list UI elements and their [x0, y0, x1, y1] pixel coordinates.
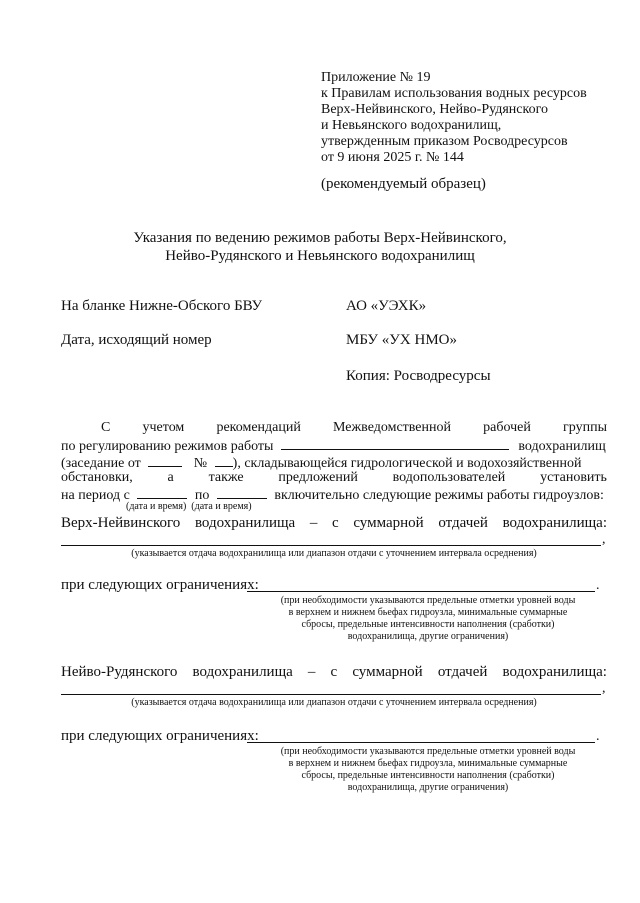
body-text: водохранилищ: [518, 439, 606, 454]
limits-caption: [247, 595, 609, 643]
word: с: [330, 664, 338, 680]
body-text: (заседание от: [61, 456, 141, 471]
word: –: [309, 515, 318, 531]
period-end-field[interactable]: [217, 486, 267, 499]
sample-note: (рекомендуемый образец): [321, 176, 486, 192]
caption-line: в верхнем и нижнем бьефах гидроузла, минимальные суммарные: [288, 607, 568, 618]
body-line-1: [101, 420, 607, 436]
reservoir-2-outflow-field[interactable]: [61, 694, 601, 695]
period: .: [596, 578, 600, 593]
outflow-caption: (указывается отдача водохранилища или диапазон отдачи с уточнением интервала осреднения): [131, 697, 537, 708]
word: Межведомственной: [333, 420, 451, 435]
body-text: по регулированию режимов работы: [61, 439, 274, 454]
caption-line: сбросы, предельные интенсивности наполнения (сработки): [301, 770, 555, 781]
caption-line: (при необходимости указываются предельные отметки уровней воды: [280, 746, 576, 757]
reservoir-blank-field[interactable]: [281, 437, 509, 450]
word: водопользователей: [392, 470, 506, 485]
body-line-4: [61, 470, 607, 486]
body-text: включительно следующие режимы работы гидроузлов:: [274, 488, 604, 503]
word: группы: [563, 420, 607, 435]
word: с: [332, 515, 339, 531]
body-text: на период с: [61, 488, 130, 503]
word: установить: [540, 470, 607, 485]
body-line-2: [61, 437, 607, 455]
body-text: №: [193, 456, 208, 471]
word: предложений: [278, 470, 358, 485]
appendix-line: Приложение № 19: [321, 70, 431, 85]
word: суммарной: [353, 515, 424, 531]
caption-line: сбросы, предельные интенсивности наполнения (сработки): [301, 619, 555, 630]
word: водохранилища:: [502, 664, 607, 680]
appendix-line: от 9 июня 2025 г. № 144: [321, 150, 464, 165]
body-text: ), складывающейся гидрологической и водохозяйственной: [232, 456, 582, 471]
appendix-block: [321, 70, 621, 166]
word: отдачей: [438, 515, 488, 531]
meeting-date-field[interactable]: [148, 454, 182, 467]
letterhead-note: На бланке Нижне-Обского БВУ: [61, 298, 263, 314]
caption-line: (при необходимости указываются предельные отметки уровней воды: [280, 595, 576, 606]
recipient-2: МБУ «УХ НМО»: [346, 332, 457, 348]
date-number-note: Дата, исходящий номер: [61, 332, 212, 348]
caption-line: водохранилища, другие ограничения): [347, 782, 509, 793]
meeting-number-field[interactable]: [215, 454, 233, 467]
appendix-line: к Правилам использования водных ресурсов: [321, 86, 587, 101]
reservoir-1-line: [61, 514, 607, 532]
appendix-line: Верх-Нейвинского, Нейво-Рудянского: [321, 102, 548, 117]
word: Верх-Нейвинского: [61, 515, 181, 531]
word: суммарной: [352, 664, 423, 680]
caption-line: в верхнем и нижнем бьефах гидроузла, минимальные суммарные: [288, 758, 568, 769]
reservoir-2-limits-field[interactable]: [247, 742, 595, 743]
document-title: [60, 229, 580, 265]
limits-label: при следующих ограничениях:: [61, 577, 259, 593]
limits-caption: [247, 746, 609, 794]
word: а: [167, 470, 174, 485]
appendix-line: и Невьянского водохранилищ,: [321, 118, 502, 133]
word: С: [101, 420, 111, 435]
period: .: [596, 729, 600, 744]
period-start-field[interactable]: [137, 486, 187, 499]
title-line: Нейво-Рудянского и Невьянского водохранилищ: [165, 248, 475, 264]
reservoir-1-limits-field[interactable]: [247, 591, 595, 592]
copy-recipient: Копия: Росводресурсы: [346, 368, 491, 384]
caption-line: водохранилища, другие ограничения): [347, 631, 509, 642]
outflow-caption: (указывается отдача водохранилища или диапазон отдачи с уточнением интервала осреднения): [131, 548, 537, 559]
word: Нейво-Рудянского: [61, 664, 178, 680]
comma: ,: [602, 532, 606, 547]
title-line: Указания по ведению режимов работы Верх-Нейвинского,: [133, 230, 507, 246]
word: рекомендаций: [216, 420, 301, 435]
word: отдачей: [437, 664, 488, 680]
appendix-line: утвержденным приказом Росводресурсов: [321, 134, 568, 149]
word: водохранилища: [194, 515, 296, 531]
word: также: [208, 470, 244, 485]
reservoir-1-outflow-field[interactable]: [61, 545, 601, 546]
word: учетом: [142, 420, 185, 435]
word: водохранилища:: [502, 515, 607, 531]
word: рабочей: [483, 420, 531, 435]
date-time-caption: (дата и время) (дата и время): [126, 501, 252, 512]
limits-label: при следующих ограничениях:: [61, 728, 259, 744]
word: –: [307, 664, 316, 680]
word: водохранилища: [192, 664, 293, 680]
recipient-1: АО «УЭХК»: [346, 298, 427, 314]
body-text: по: [194, 488, 210, 503]
word: обстановки,: [61, 470, 133, 485]
reservoir-2-line: [61, 663, 607, 681]
comma: ,: [602, 681, 606, 696]
